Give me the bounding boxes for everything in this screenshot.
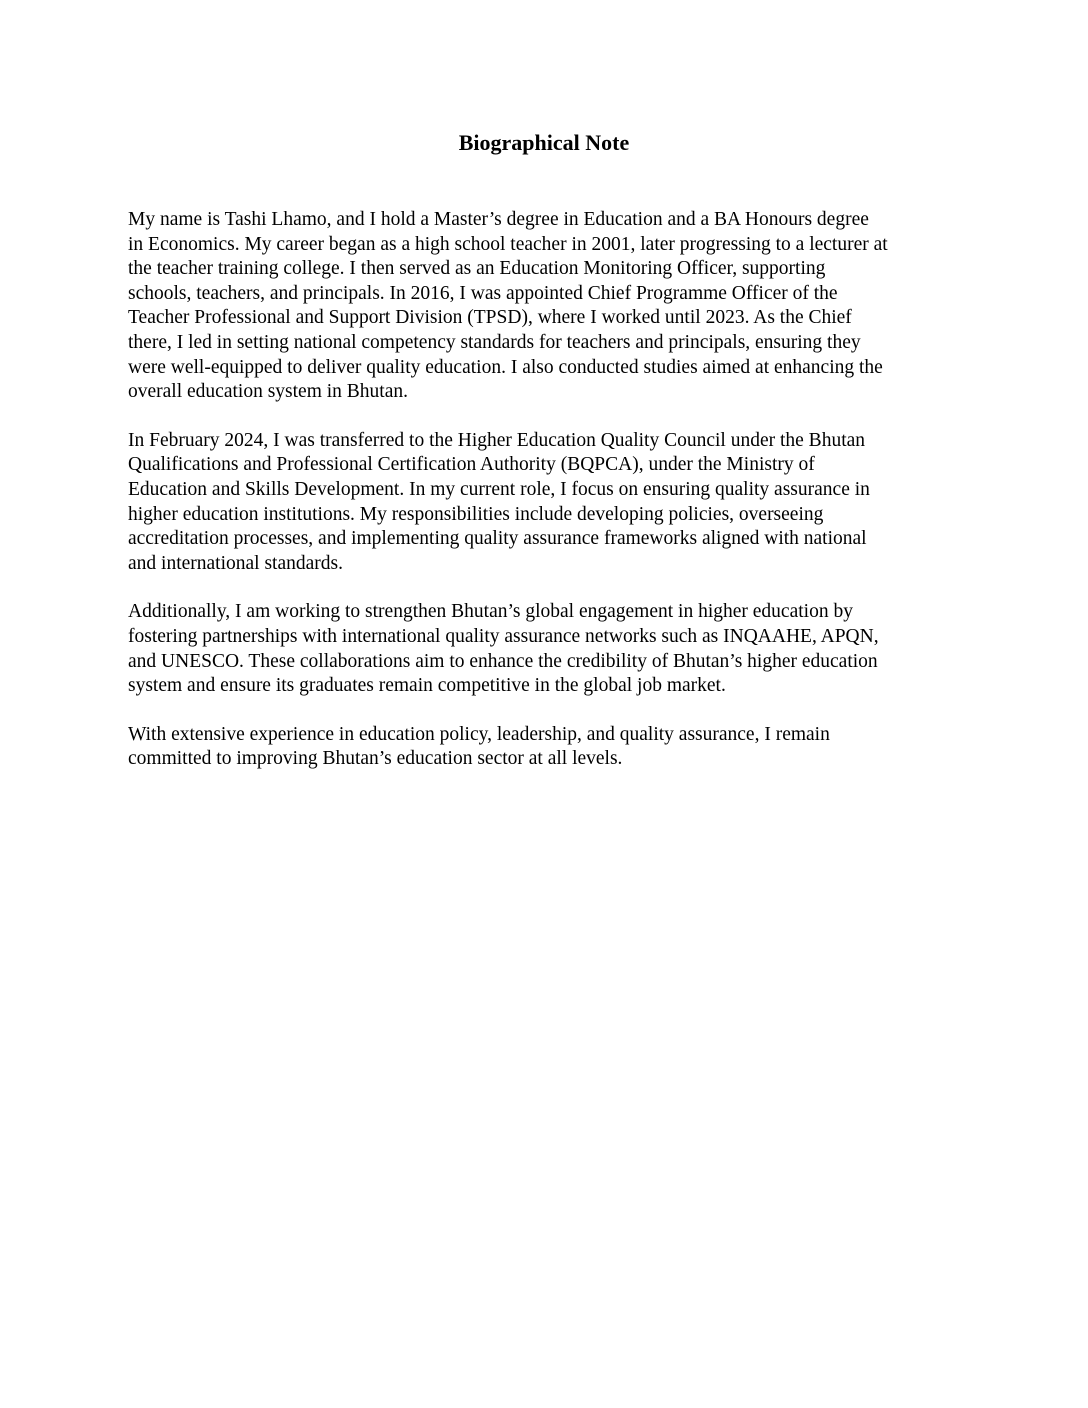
paragraph-line: fostering partnerships with international quality assurance networks such as INQAAHE, APQN, bbox=[128, 625, 879, 647]
document-title: Biographical Note bbox=[458, 130, 630, 155]
paragraph-line: Additionally, I am working to strengthen Bhutan’s global engagement in higher education by bbox=[128, 601, 853, 623]
paragraph-line: overall education system in Bhutan. bbox=[128, 381, 408, 403]
paragraph-line: system and ensure its graduates remain competitive in the global job market. bbox=[128, 675, 726, 697]
paragraph-line: Education and Skills Development. In my current role, I focus on ensuring quality assurance in bbox=[128, 478, 870, 500]
paragraph-line: in Economics. My career began as a high school teacher in 2001, later progressing to a lecturer at bbox=[128, 233, 888, 255]
paragraph-line: and international standards. bbox=[128, 552, 343, 574]
paragraph-line: higher education institutions. My responsibilities include developing policies, overseeing bbox=[128, 503, 824, 525]
paragraph-line: there, I led in setting national competency standards for teachers and principals, ensuring they bbox=[128, 331, 861, 353]
paragraph-line: schools, teachers, and principals. In 2016, I was appointed Chief Programme Officer of the bbox=[128, 282, 838, 304]
paragraph-line: My name is Tashi Lhamo, and I hold a Master’s degree in Education and a BA Honours degree bbox=[128, 209, 869, 230]
paragraph-line: and UNESCO. These collaborations aim to enhance the credibility of Bhutan’s higher education bbox=[128, 650, 878, 672]
paragraph-line: accreditation processes, and implementing quality assurance frameworks aligned with national bbox=[128, 528, 867, 550]
paragraph-current-role bbox=[128, 429, 978, 577]
paragraph-line: Teacher Professional and Support Division (TPSD), where I worked until 2023. As the Chief bbox=[128, 307, 852, 329]
document-body bbox=[128, 208, 978, 796]
paragraph-line: In February 2024, I was transferred to the Higher Education Quality Council under the Bhutan bbox=[128, 429, 866, 451]
paragraph-line: Qualifications and Professional Certification Authority (BQPCA), under the Ministry of bbox=[128, 454, 815, 476]
paragraph-closing bbox=[128, 723, 978, 772]
paragraph-line: With extensive experience in education policy, leadership, and quality assurance, I remain bbox=[128, 723, 830, 745]
paragraph-line: committed to improving Bhutan’s education sector at all levels. bbox=[128, 748, 623, 770]
paragraph-education-career bbox=[128, 208, 978, 405]
paragraph-global-engagement bbox=[128, 600, 978, 698]
paragraph-line: were well-equipped to deliver quality education. I also conducted studies aimed at enhancing the bbox=[128, 356, 883, 378]
paragraph-line: the teacher training college. I then served as an Education Monitoring Officer, supporting bbox=[128, 258, 826, 280]
